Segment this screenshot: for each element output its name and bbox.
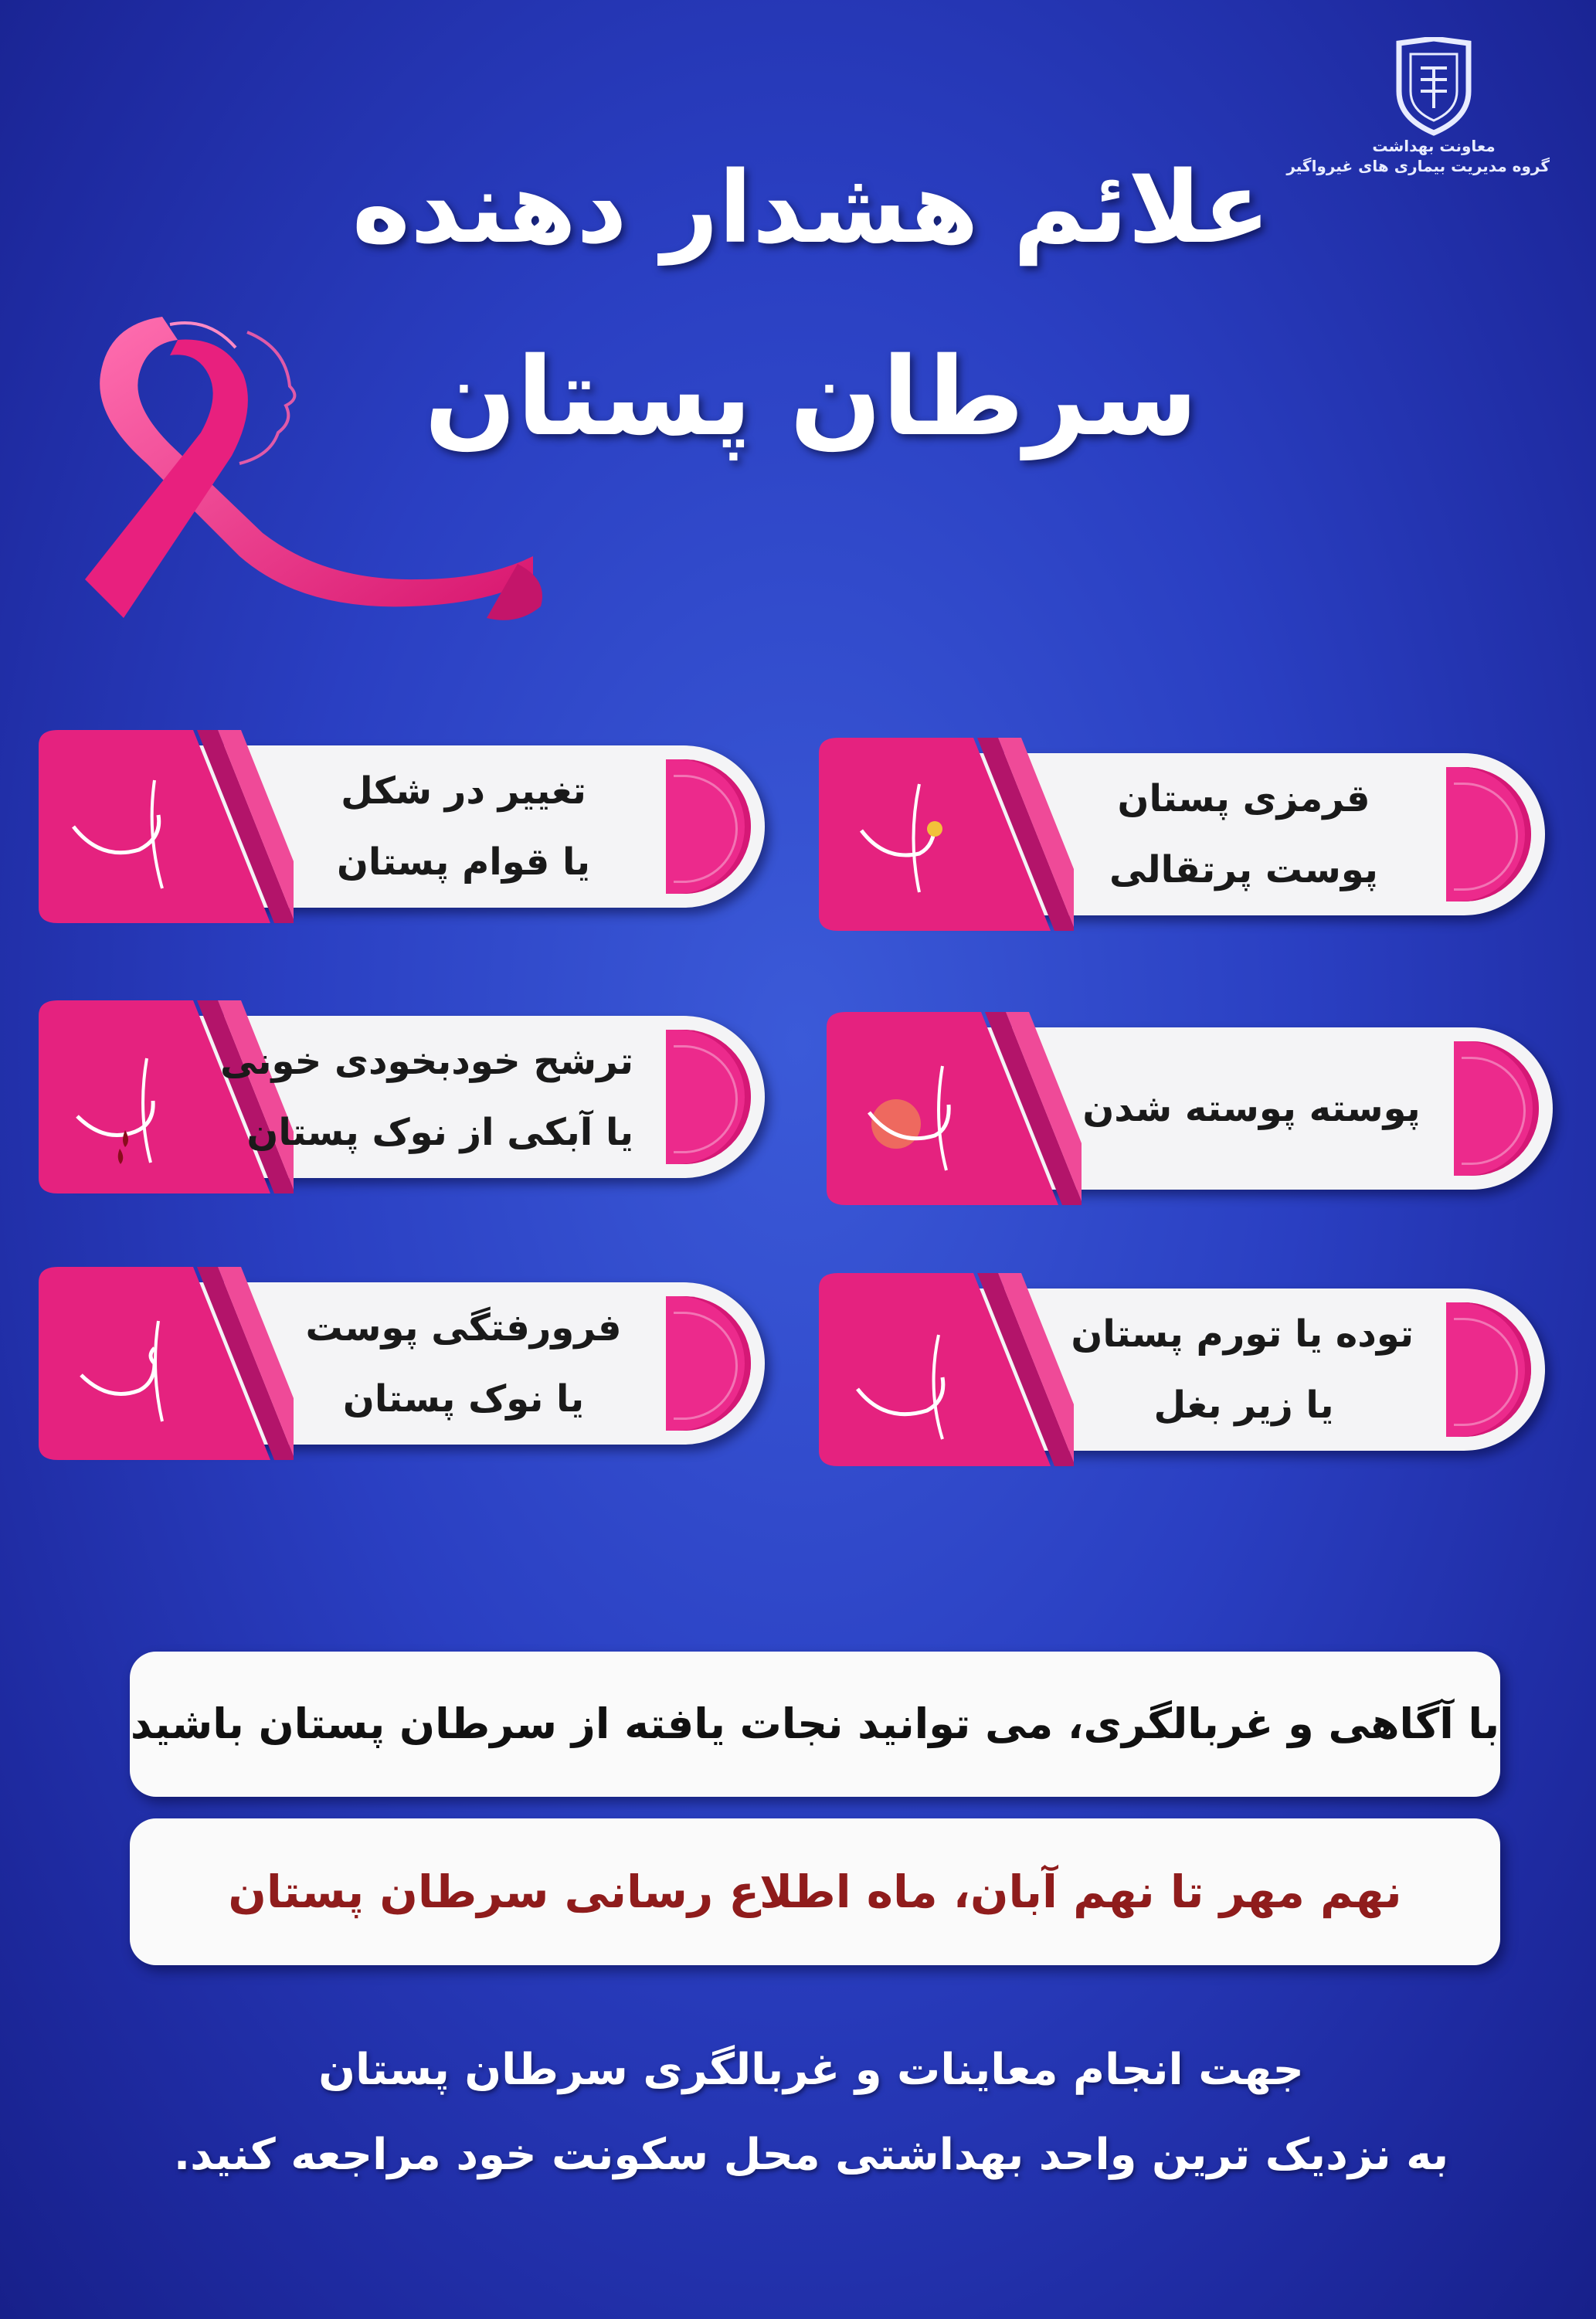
card-text [1071, 1289, 1414, 1451]
symptom-card-shape [39, 730, 780, 923]
logo-line-1: معاونت بهداشت [1372, 137, 1496, 155]
card-line-2: یا نوک پستان [342, 1377, 585, 1421]
symptom-card-lump [819, 1273, 1560, 1466]
card-text [294, 745, 633, 908]
breast-lump-icon [819, 1273, 1074, 1466]
card-line-2: یا قوام پستان [336, 840, 591, 884]
screening-message-banner: با آگاهی و غربالگری، می توانید نجات یافته از سرطان پستان باشید [130, 1652, 1500, 1797]
page-title-line-1: علائم هشدار دهنده [351, 151, 1271, 266]
card-line-1: قرمزی پستان [1117, 777, 1370, 820]
footer-line-1: جهت انجام معاینات و غربالگری سرطان پستان [318, 2045, 1304, 2095]
card-text [294, 1282, 633, 1445]
symptom-card-discharge [39, 1000, 780, 1193]
card-line-1: پوسته پوسته شدن [1082, 1087, 1421, 1130]
symptom-card-scaling [827, 1012, 1568, 1205]
card-line-2: یا زیر بغل [1153, 1384, 1334, 1427]
logo-line-2: گروه مدیریت بیماری های غیرواگیر [1286, 157, 1550, 175]
card-line-1: تغییر در شکل [341, 769, 586, 813]
footer-line-2: به نزدیک ترین واحد بهداشتی محل سکونت خود مراجعه کنید. [173, 2130, 1449, 2180]
symptom-card-redness [819, 738, 1560, 931]
card-text [1082, 1027, 1421, 1190]
shield-logo-icon [1391, 37, 1476, 136]
card-text [219, 1016, 633, 1178]
breast-shape-icon [39, 730, 294, 923]
card-line-1: فرورفتگی پوست [305, 1306, 622, 1350]
breast-redness-icon [819, 738, 1074, 931]
skin-retraction-icon [39, 1267, 294, 1460]
symptom-card-retraction [39, 1267, 780, 1460]
card-line-2: یا آبکی از نوک پستان [246, 1111, 633, 1154]
card-line-2: پوست پرتقالی [1109, 848, 1378, 891]
breast-scaling-icon [827, 1012, 1082, 1205]
page-title-line-2: سرطان پستان [424, 334, 1198, 460]
pink-ribbon-icon [54, 301, 548, 664]
card-line-1: توده یا تورم پستان [1071, 1312, 1414, 1356]
card-text [1074, 753, 1414, 915]
card-line-1: ترشح خودبخودی خونی [219, 1040, 633, 1083]
awareness-month-banner: نهم مهر تا نهم آبان، ماه اطلاع رسانی سرطان پستان [130, 1818, 1500, 1965]
